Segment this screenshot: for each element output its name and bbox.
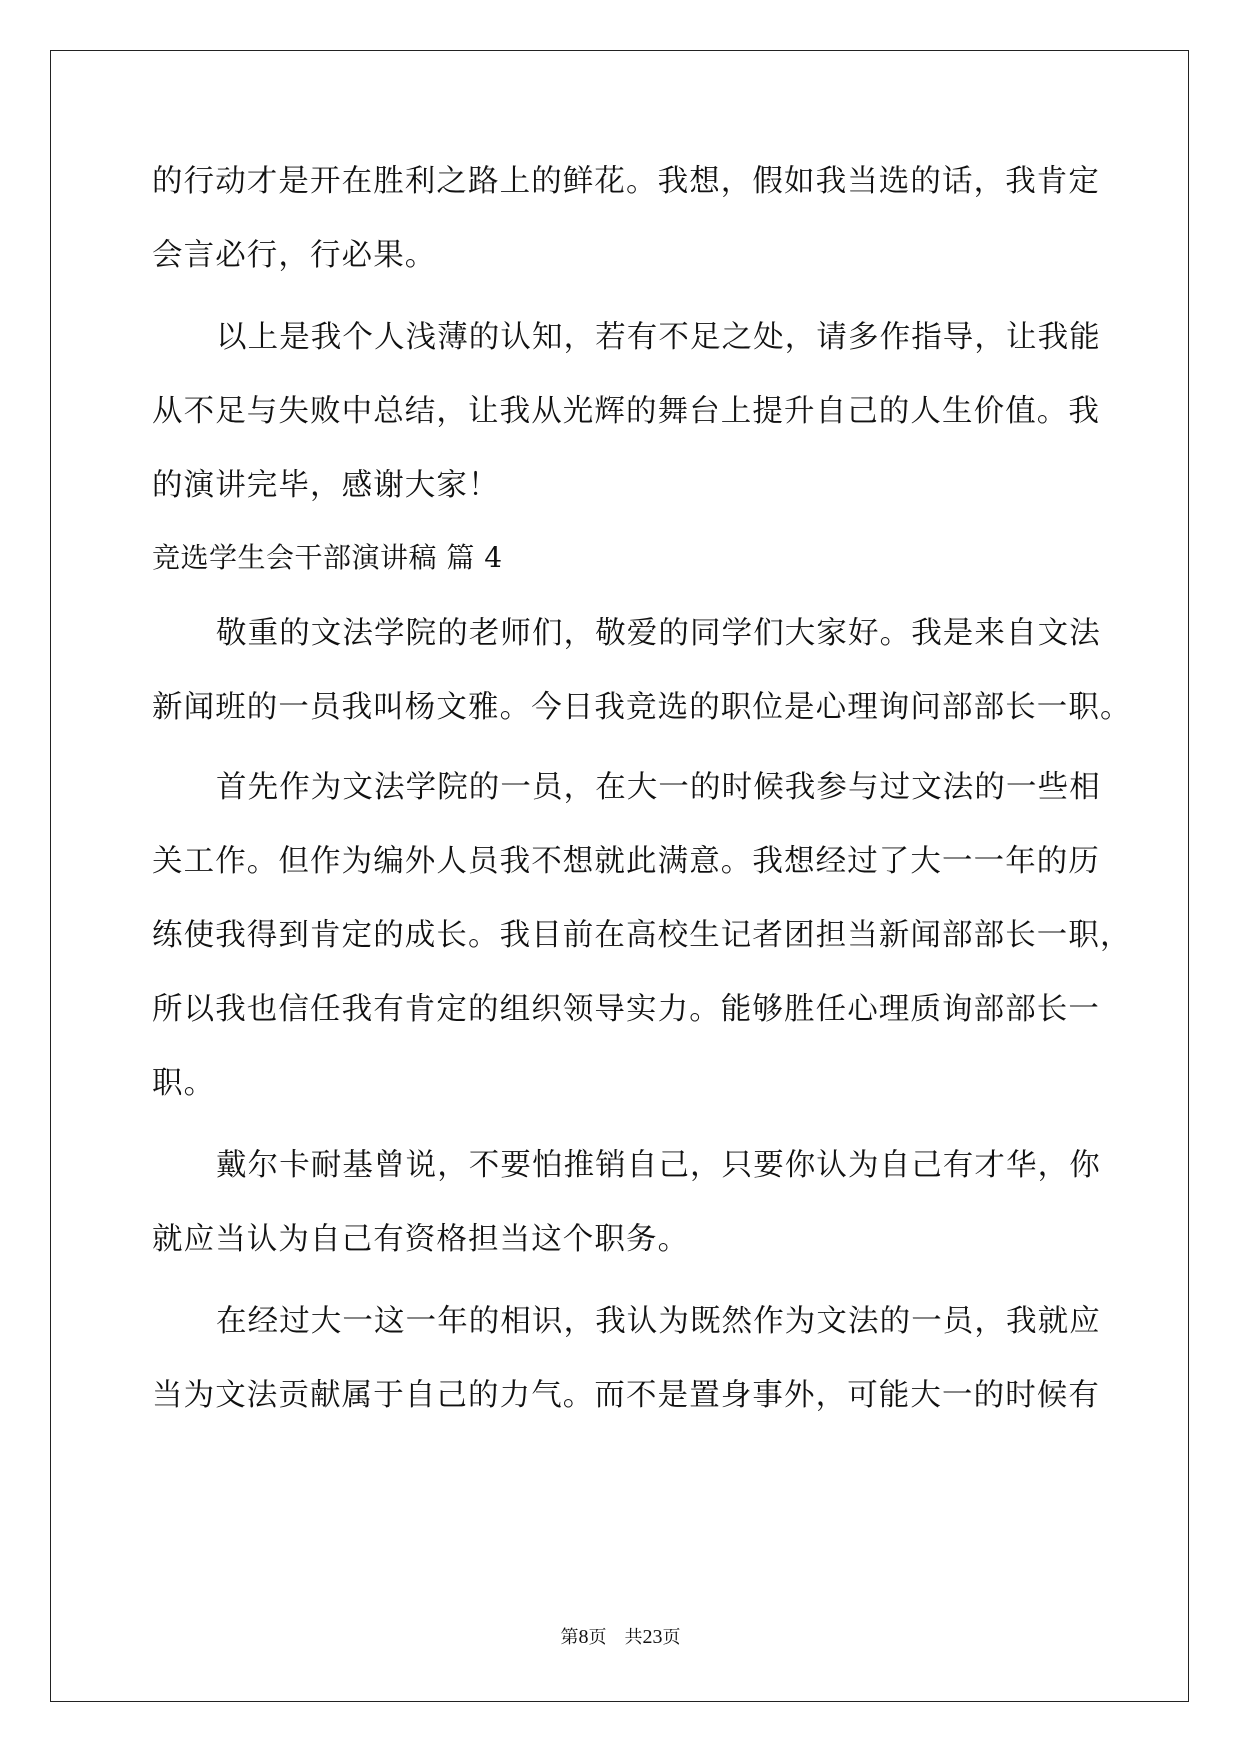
footer-total-prefix: 共: [624, 1627, 643, 1647]
text-line: 的演讲完毕，感谢大家！: [152, 468, 500, 503]
text-line: 当为文法贡献属于自己的力气。而不是置身事外，可能大一的时候有: [152, 1378, 1100, 1413]
section-heading: 竞选学生会干部演讲稿 篇 4: [152, 541, 503, 574]
text-line: 练使我得到肯定的成长。我目前在高校生记者团担当新闻部部长一职，: [152, 918, 1132, 953]
text-line: 所以我也信任我有肯定的组织领导实力。能够胜任心理质询部部长一: [152, 992, 1100, 1027]
paragraph-first-line: 在经过大一这一年的相识，我认为既然作为文法的一员，我就应: [216, 1304, 1101, 1339]
text-line: 会言必行，行必果。: [152, 238, 437, 273]
text-line: 职。: [152, 1066, 216, 1101]
page-footer: [0, 1623, 1241, 1649]
footer-page-prefix: 第: [560, 1627, 579, 1647]
footer-total-suffix: 页: [662, 1627, 681, 1647]
paragraph-first-line: 以上是我个人浅薄的认知，若有不足之处，请多作指导，让我能: [216, 320, 1101, 355]
footer-page-number: 8: [578, 1626, 589, 1648]
paragraph-first-line: 戴尔卡耐基曾说，不要怕推销自己，只要你认为自己有才华，你: [216, 1148, 1101, 1183]
footer-total-pages: 23: [642, 1626, 663, 1648]
paragraph-first-line: 首先作为文法学院的一员，在大一的时候我参与过文法的一些相: [216, 770, 1101, 805]
text-line: 新闻班的一员我叫杨文雅。今日我竞选的职位是心理询问部部长一职。: [152, 690, 1132, 725]
text-line: 就应当认为自己有资格担当这个职务。: [152, 1222, 690, 1257]
footer-page-suffix: 页: [588, 1627, 607, 1647]
text-line: 从不足与失败中总结，让我从光辉的舞台上提升自己的人生价值。我: [152, 394, 1100, 429]
paragraph-first-line: 敬重的文法学院的老师们，敬爱的同学们大家好。我是来自文法: [216, 616, 1101, 651]
text-line: 的行动才是开在胜利之路上的鲜花。我想，假如我当选的话，我肯定: [152, 164, 1100, 199]
text-line: 关工作。但作为编外人员我不想就此满意。我想经过了大一一年的历: [152, 844, 1100, 879]
